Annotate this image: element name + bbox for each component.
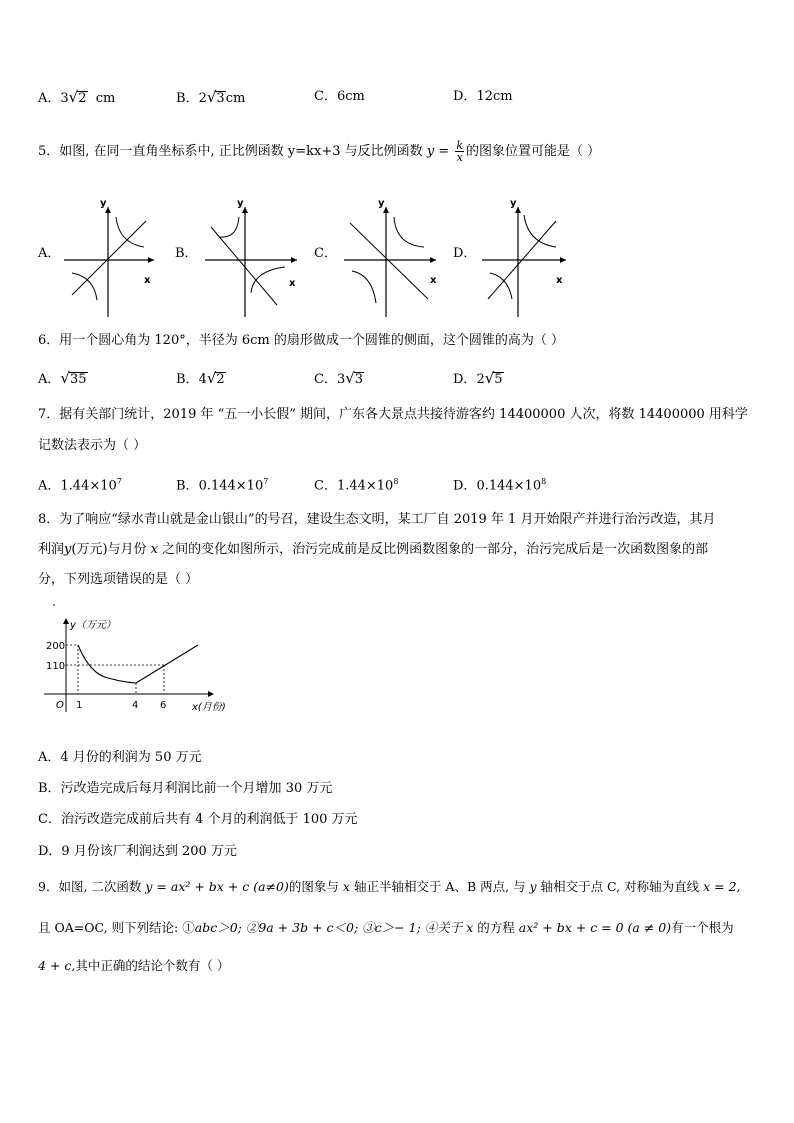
q7-stem-line1: 7．据有关部门统计，2019 年 “五一小长假” 期间，广东各大景点共接待游客约 14400000 人次，将数 14400000 用科学 xyxy=(38,407,748,422)
q8-graph xyxy=(38,600,238,720)
q5-graph-b xyxy=(205,195,303,320)
q5-option-c-label: C． xyxy=(314,246,337,261)
q8-x-tick-4: 4 xyxy=(132,700,139,711)
q9-line3: 4 + c,其中正确的结论个数有（ ） xyxy=(38,958,230,973)
q7-option-c: C．$1.44\times 10^8$ xyxy=(314,477,399,494)
q5-stem: 5．如图, 在同一直角坐标系中, 正比例函数 y=kx+3 与反比例函数 y = $\frac{k}{x}$ 的图象位置可能是（ ） xyxy=(38,139,601,164)
q8-x-tick-1: 1 xyxy=(76,700,83,711)
q5-option-b-label: B． xyxy=(175,246,198,261)
q5-option-a-label: A． xyxy=(38,246,61,261)
svg-text:y: y xyxy=(237,198,244,209)
q8-stem-line2: 利润y(万元)与月份 x 之间的变化如图所示，治污完成前是反比例函数图象的一部分，治污完成后是一次函数图象的部 xyxy=(38,542,709,557)
q7-option-d: D．$0.144\times 10^8$ xyxy=(453,477,547,494)
q8-stem-line3: 分，下列选项错误的是（ ） xyxy=(38,572,199,587)
q5-option-d-label: D． xyxy=(453,246,477,261)
q6-option-d: D．2√5 xyxy=(453,369,503,387)
svg-text:x: x xyxy=(556,275,563,286)
q4-option-b: B．2√3cm xyxy=(176,88,246,106)
svg-text:y: y xyxy=(378,198,385,209)
q4-option-c: C．6cm xyxy=(314,89,365,104)
q8-option-a: A．4 月份的利润为 50 万元 xyxy=(38,750,202,765)
q8-option-d: D．9 月份该厂利润达到 200 万元 xyxy=(38,844,237,859)
q8-y-axis-label: y（万元） xyxy=(70,620,116,631)
q5-fraction: $\frac{k}{x}$ xyxy=(456,139,464,164)
q8-origin: O xyxy=(56,700,64,711)
svg-text:y: y xyxy=(510,198,517,209)
q9-line2: 且 OA=OC, 则下列结论: ①abc＞0; ②9a + 3b + c＜0; ③c＞− 1; ④关于 x 的方程 ax² + bx + c = 0 (a ≠ 0)有一个根为 xyxy=(38,920,734,935)
q6-stem: 6．用一个圆心角为 120°，半径为 6cm 的扇形做成一个圆锥的侧面，这个圆锥的高为（ ） xyxy=(38,333,564,348)
q6-option-c: C．3√3 xyxy=(314,369,364,387)
q4-option-d: D．12cm xyxy=(453,89,513,104)
svg-text:x: x xyxy=(289,278,296,289)
q8-x-axis-label: x(月份) xyxy=(192,702,226,713)
svg-text:y: y xyxy=(100,198,107,209)
q7-option-b: B．$0.144\times 10^7$ xyxy=(176,477,269,494)
q8-y-tick-200: 200 xyxy=(46,641,66,652)
q8-option-b: B．污改造完成后每月利润比前一个月增加 30 万元 xyxy=(38,781,333,796)
q7-stem-line2: 记数法表示为（ ） xyxy=(38,438,147,453)
q8-option-c: C．治污改造完成前后共有 4 个月的利润低于 100 万元 xyxy=(38,812,358,827)
svg-text:x: x xyxy=(144,275,151,286)
q5-graph-d xyxy=(482,195,568,320)
q4-option-a: A．3√2 cm xyxy=(38,88,116,106)
q8-y-tick-110: 110 xyxy=(46,661,66,672)
q6-option-a: A．√35 xyxy=(38,369,87,387)
q8-x-tick-6: 6 xyxy=(160,700,167,711)
q6-option-b: B．4√2 xyxy=(176,369,225,387)
svg-text:x: x xyxy=(430,275,437,286)
q7-option-a: A．$1.44\times 10^7$ xyxy=(38,477,122,494)
q5-graph-a xyxy=(64,195,158,320)
q5-graph-c xyxy=(344,195,440,320)
q8-stem-line1: 8．为了响应“绿水青山就是金山银山”的号召，建设生态文明，某工厂自 2019 年 1 月开始限产并进行治污改造，其月 xyxy=(38,512,716,527)
q9-line1: 9．如图, 二次函数 y = ax² + bx + c (a≠0)的图象与 x 轴正半轴相交于 A、B 两点, 与 y 轴相交于点 C, 对称轴为直线 x = 2, xyxy=(38,879,741,894)
